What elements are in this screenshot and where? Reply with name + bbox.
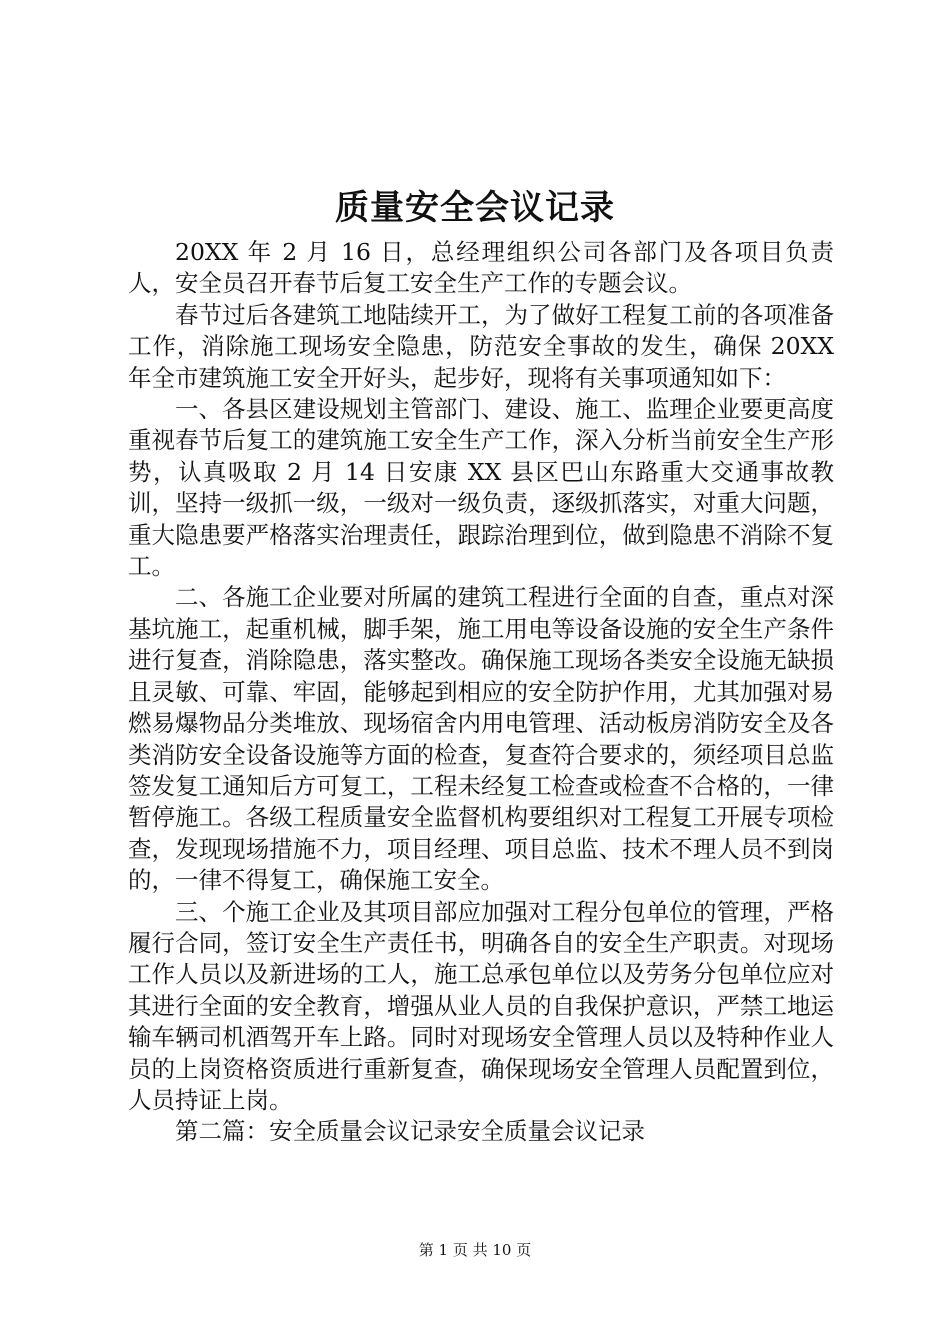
document-body (128, 237, 834, 1148)
paragraph-notice: 春节过后各建筑工地陆续开工，为了做好工程复工前的各项准备工作，消除施工现场安全隐患，防范安全事故的发生，确保 20XX 年全市建筑施工安全开好头，起步好，现将有关事项通知如下： (128, 300, 834, 392)
paragraph-item-1: 一、各县区建设规划主管部门、建设、施工、监理企业要更高度重视春节后复工的建筑施工安全生产工作，深入分析当前安全生产形势，认真吸取 2 月 14 日安康 XX 县区巴山东路重大交通事故教训，坚持一级抓一级，一级对一级负责，逐级抓落实，对重大问题，重大隐患要严格落实治理责任，跟踪治理到位，做到隐患不消除不复工。 (128, 395, 834, 581)
paragraph-item-2: 二、各施工企业要对所属的建筑工程进行全面的自查，重点对深基坑施工，起重机械，脚手架，施工用电等设备设施的安全生产条件进行复查，消除隐患，落实整改。确保施工现场各类安全设施无缺损且灵敏、可靠、牢固，能够起到相应的安全防护作用，尤其加强对易燃易爆物品分类堆放、现场宿舍内用电管理、活动板房消防安全及各类消防安全设备设施等方面的检查，复查符合要求的，须经项目总监签发复工通知后方可复工，工程未经复工检查或检查不合格的，一律暂停施工。各级工程质量安全监督机构要组织对工程复工开展专项检查，发现现场措施不力，项目经理、项目总监、技术不理人员不到岗的，一律不得复工，确保施工安全。 (128, 583, 834, 895)
document-title: 质量安全会议记录 (335, 188, 615, 228)
page-footer: 第 1 页 共 10 页 (418, 1241, 532, 1259)
paragraph-intro: 20XX 年 2 月 16 日，总经理组织公司各部门及各项目负责人，安全员召开春节后复工安全生产工作的专题会议。 (128, 238, 834, 298)
paragraph-second-part-heading: 第二篇：安全质量会议记录安全质量会议记录 (175, 1117, 645, 1146)
paragraph-item-3: 三、个施工企业及其项目部应加强对工程分包单位的管理，严格履行合同，签订安全生产责任书，明确各自的安全生产职责。对现场工作人员以及新进场的工人，施工总承包单位以及劳务分包单位应对其进行全面的安全教育，增强从业人员的自我保护意识，严禁工地运输车辆司机酒驾开车上路。同时对现场安全管理人员以及特种作业人员的上岗资格资质进行重新复查，确保现场安全管理人员配置到位，人员持证上岗。 (128, 897, 834, 1114)
